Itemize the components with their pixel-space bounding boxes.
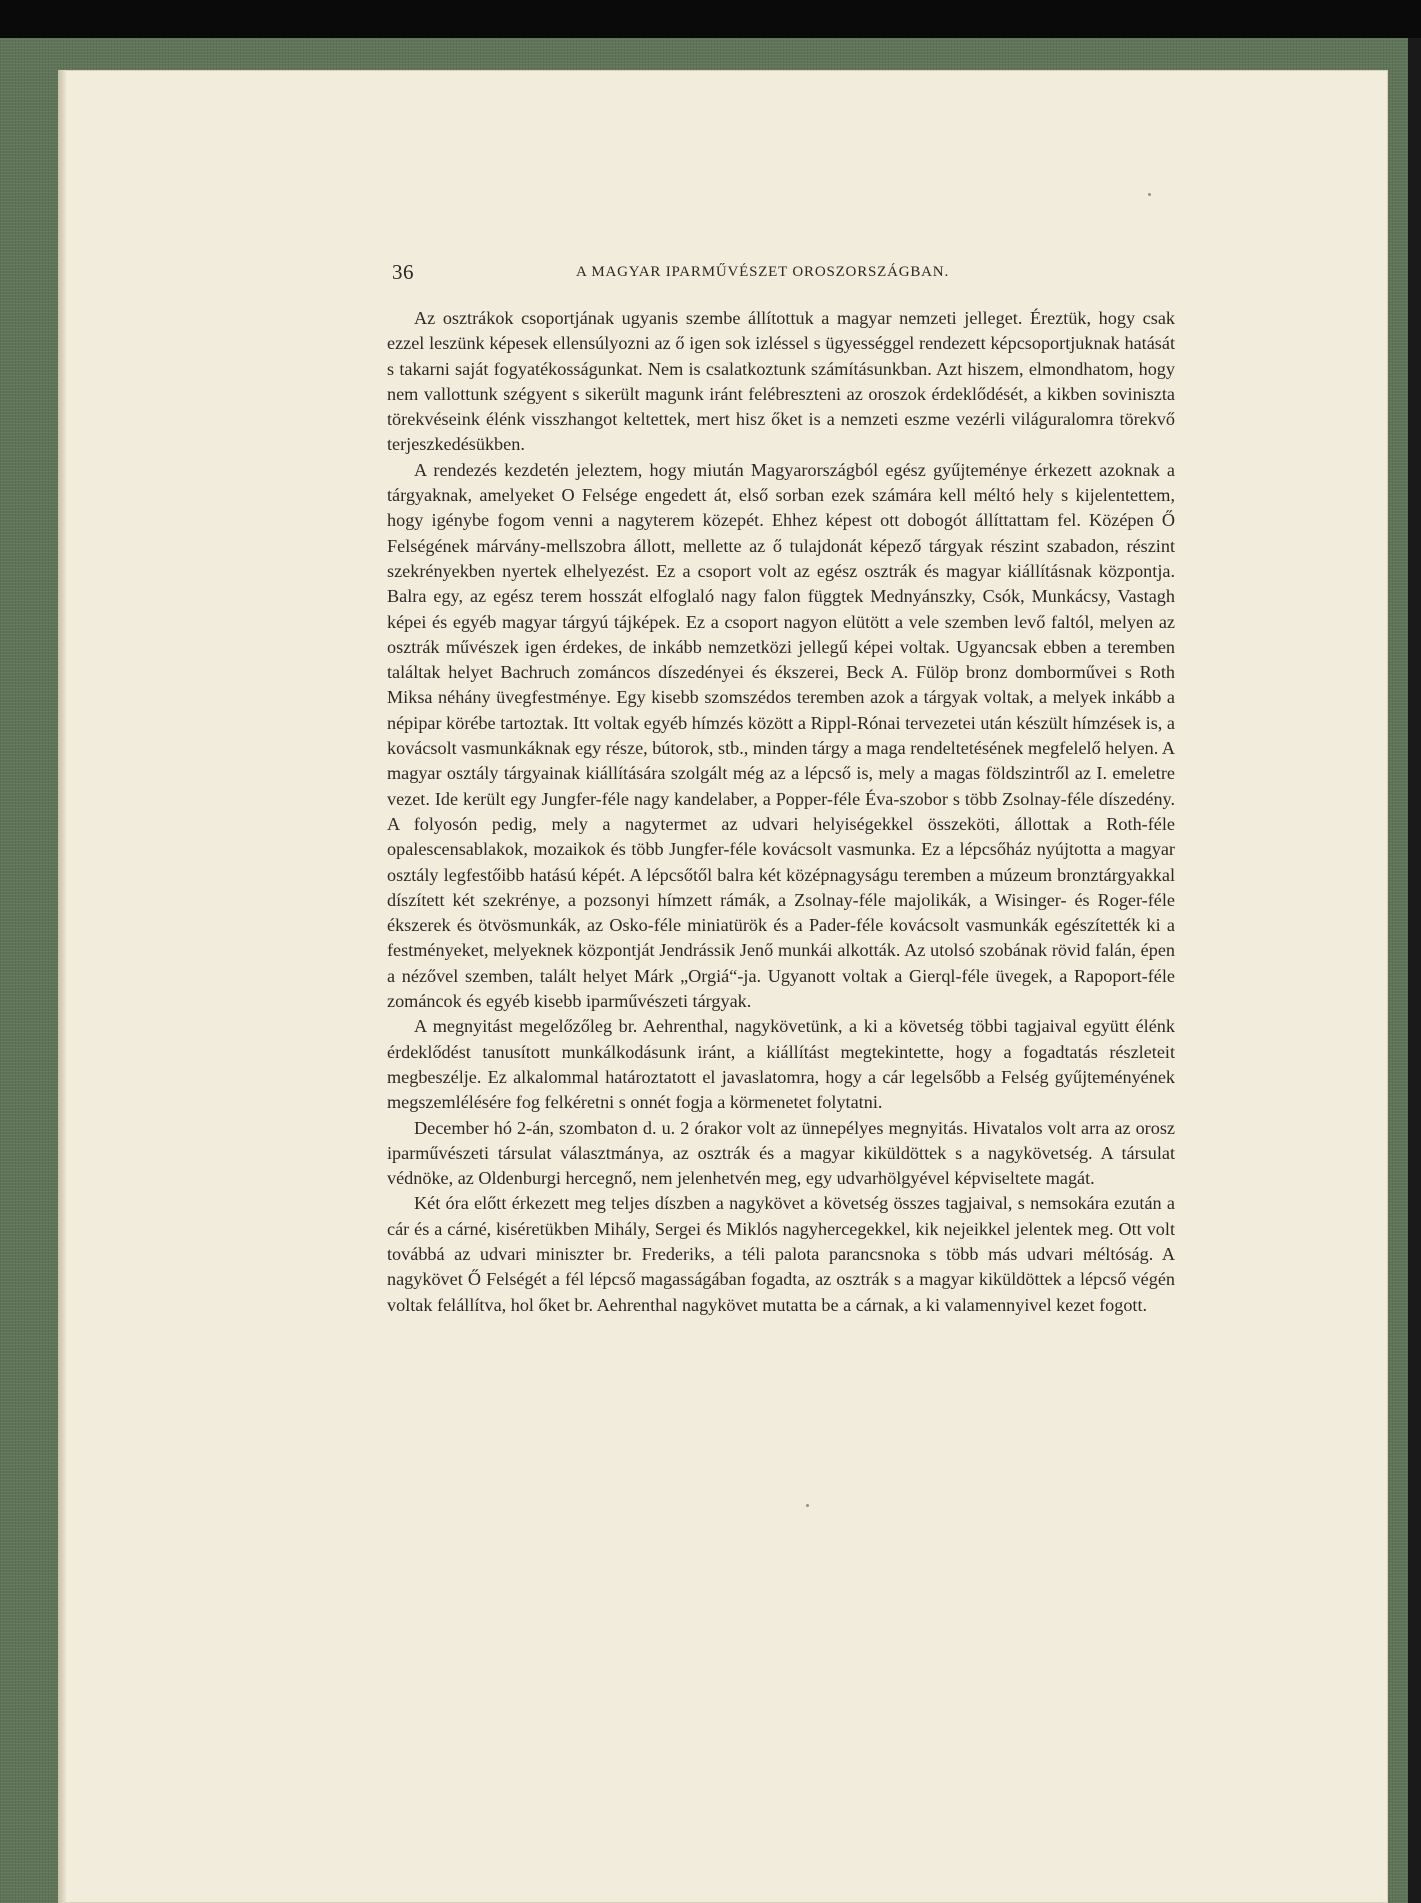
- page-gutter-shadow: [58, 70, 66, 1903]
- page-number: 36: [392, 260, 414, 284]
- paragraph: A megnyitást megelőzőleg br. Aehrenthal, nagykövetünk, a ki a követség többi tagjaival együtt élénk érdeklődést tanusított munkálkodásunk iránt, a kiállítást megtekintette, hogy a fogadtatás részleteit megbeszélje. Ez alkalommal határoztatott el javaslatomra, hogy a cár legelsőbb a Felség gyűjteményének megszemlélésére fog felkéretni s onnét fogja a körmenetet folytatni.: [387, 1016, 1175, 1113]
- running-title: A MAGYAR IPARMŰVÉSZET OROSZORSZÁGBAN.: [576, 264, 949, 280]
- book-spine-edge: [1408, 38, 1421, 1903]
- paper-speck: [806, 1504, 809, 1507]
- paragraph: Az osztrákok csoportjának ugyanis szembe állítottuk a magyar nemzeti jelleget. Éreztük, hogy csak ezzel leszünk képesek ellensúlyozni az ő igen sok izléssel s ügyességgel rendezett képcsoportjuknak hatását s takarni saját fogyatékosságunkat. Nem is csalatkoztunk számításunkban. Azt hiszem, elmondhatom, hogy nem vallottunk szégyent s sikerült magunk iránt felébreszteni az oroszok érdeklődését, a kikben soviniszta törekvéseink élénk visszhangot keltettek, mert hisz őket is a nemzeti eszme vezérli világuralomra törekvő terjeszkedésükben.: [387, 308, 1175, 455]
- body-text: [387, 306, 1175, 1318]
- paper-speck: [1148, 193, 1151, 196]
- page-header: [392, 260, 992, 290]
- paragraph: Két óra előtt érkezett meg teljes díszben a nagykövet a követség összes tagjaival, s nemsokára ezután a cár és a cárné, kiséretükben Mihály, Sergei és Miklós nagyhercegekkel, kik nejeikkel jelentek meg. Ott volt továbbá az udvari miniszter br. Frederiks, a téli palota parancsnoka s több más udvari méltóság. A nagykövet Ő Felségét a fél lépcső magasságában fogadta, az osztrák s a magyar kiküldöttek a lépcső végén voltak felállítva, hol őket br. Aehrenthal nagykövet mutatta be a cárnak, a ki valamennyivel kezet fogott.: [387, 1193, 1175, 1315]
- paragraph: December hó 2-án, szombaton d. u. 2 órakor volt az ünnepélyes megnyitás. Hivatalos volt arra az orosz iparművészeti társulat választmánya, az osztrák és a magyar kiküldöttek s a nagykövetség. A társulat védnöke, az Oldenburgi hercegnő, nem jelenhetvén meg, egy udvarhölgyével képviseltete magát.: [387, 1117, 1175, 1189]
- paragraph: A rendezés kezdetén jeleztem, hogy miután Magyarországból egész gyűjteménye érkezett azoknak a tárgyaknak, amelyeket O Felsége engedett át, első sorban ezek számára kell méltó hely s kijelentettem, hogy igénybe fogom venni a nagyterem közepét. Ehhez képest ott dobogót állíttattam fel. Középen Ő Felségének márvány-mellszobra állott, mellette az ő tulajdonát képező tárgyak részint szabadon, részint szekrényekben nyertek elhelyezést. Ez a csoport volt az egész osztrák és magyar kiállításnak központja. Balra egy, az egész terem hosszát elfoglaló nagy falon függtek Mednyánszky, Csók, Munkácsy, Vastagh képei és egyéb magyar tárgyú tájképek. Ez a csoport nagyon elütött a vele szemben levő faltól, melyen az osztrák művészek igen érdekes, de inkább nemzetközi jellegű képei voltak. Ugyancsak ebben a teremben találtak helyet Bachruch zománcos díszedényei és ékszerei, Beck A. Fülöp bronz domborművei s Roth Miksa néhány üvegfestménye. Egy kisebb szomszédos teremben azok a tárgyak voltak, a melyek inkább a népipar körébe tartoztak. Itt voltak egyéb hímzés között a Rippl-Rónai tervezetei után készült hímzések is, a kovácsolt vasmunkáknak egy része, bútorok, stb., minden tárgy a maga rendeltetésének megfelelő helyen. A magyar osztály tárgyainak kiállítására szolgált még az a lépcső is, mely a magas földszintről az I. emeletre vezet. Ide került egy Jungfer-féle nagy kandelaber, a Popper-féle Éva-szobor s több Zsolnay-féle díszedény. A folyosón pedig, mely a nagytermet az udvari helyiségekkel összeköti, állottak a Roth-féle opalescensablakok, mozaikok és több Jungfer-féle kovácsolt vasmunka. Ez a lépcsőház nyújtotta a magyar osztály legfestőibb hatású képét. A lépcsőtől balra két középnagyságu teremben a múzeum bronztárgyakkal díszített két szekrénye, a pozsonyi hímzett rámák, a Zsolnay-féle majolikák, a Wisinger- és Roger-féle ékszerek és ötvösmunkák, az Osko-féle miniatürök és a Pader-féle kovácsolt vasmunkák egészítették ki a festményeket, melyeknek központját Jendrássik Jenő munkái alkották. Az utolsó szobának rövid falán, épen a nézővel szemben, talált helyet Márk „Orgiá“-ja. Ugyanott voltak a Gierql-féle üvegek, a Rapoport-féle zománcok és egyéb kisebb iparművészeti tárgyak.: [387, 459, 1175, 1012]
